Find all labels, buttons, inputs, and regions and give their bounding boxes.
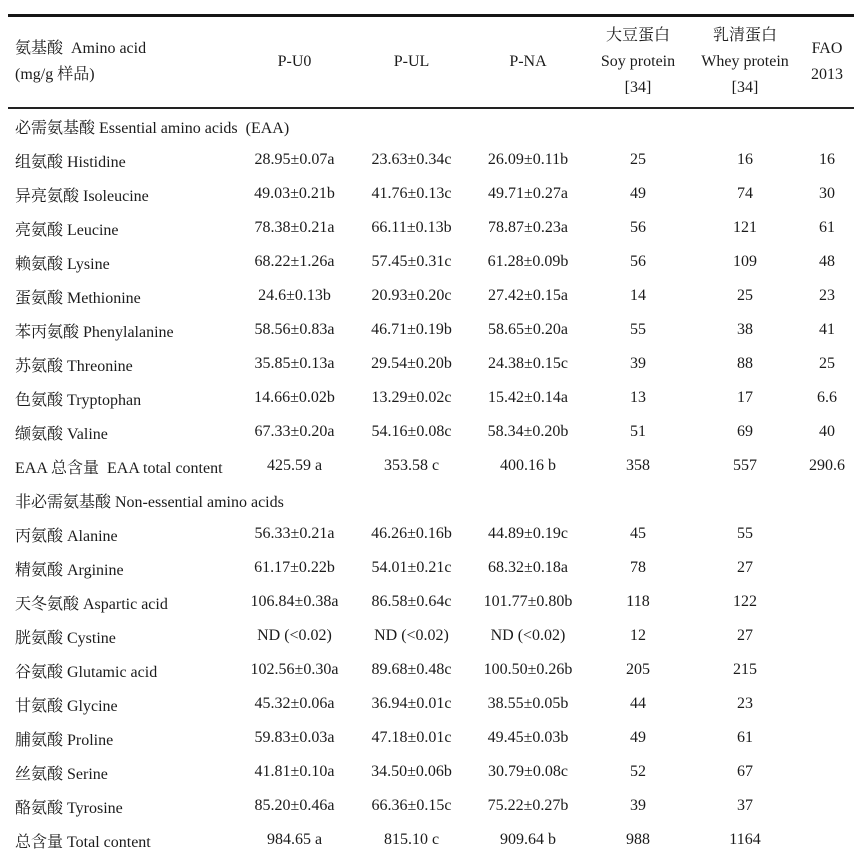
cell-soy: 44 [630, 695, 646, 712]
cell-pul: 46.26±0.16b [371, 525, 452, 542]
cell-fao: 25 [819, 355, 835, 372]
cell-fao [800, 551, 854, 585]
header-soy-en: Soy protein [600, 53, 676, 70]
cell-pul: 47.18±0.01c [371, 729, 452, 746]
cell-pna: 61.28±0.09b [487, 253, 569, 270]
cell-pu0: 58.56±0.83a [254, 321, 335, 338]
cell-fao [800, 721, 854, 755]
table-row [8, 823, 854, 857]
cell-pu0: 24.6±0.13b [258, 287, 331, 304]
cell-pul: 66.11±0.13b [371, 219, 452, 236]
cell-pna: 44.89±0.19c [488, 525, 568, 542]
table-row [8, 245, 854, 279]
cell-amino-acid: 谷氨酸 Glutamic acid [15, 663, 158, 681]
cell-pul: 353.58 c [383, 457, 440, 474]
cell-pu0: 49.03±0.21b [254, 185, 335, 202]
cell-amino-acid: 赖氨酸 Lysine [15, 255, 110, 273]
header-whey-protein [690, 16, 800, 109]
cell-fao [800, 755, 854, 789]
cell-pu0: 78.38±0.21a [254, 219, 335, 236]
cell-amino-acid: EAA 总含量 EAA total content [15, 459, 223, 477]
cell-soy: 13 [630, 389, 646, 406]
cell-fao: 41 [819, 321, 835, 338]
table-row [8, 755, 854, 789]
cell-whey: 122 [733, 593, 757, 610]
table-row [8, 653, 854, 687]
header-row [8, 16, 854, 109]
table-row [8, 313, 854, 347]
table-body [8, 108, 854, 857]
section-row [8, 108, 854, 143]
cell-pna: 909.64 b [500, 831, 556, 848]
cell-pul: 815.10 c [383, 831, 440, 848]
table-row [8, 177, 854, 211]
cell-pu0: 45.32±0.06a [254, 695, 335, 712]
cell-pna: 78.87±0.23a [488, 219, 568, 236]
cell-pul: 36.94±0.01c [371, 695, 452, 712]
cell-whey: 27 [737, 559, 753, 576]
cell-pu0: 67.33±0.20a [254, 423, 335, 440]
cell-amino-acid: 苏氨酸 Threonine [15, 357, 133, 375]
header-pul: P-UL [393, 53, 430, 70]
table-row [8, 143, 854, 177]
cell-fao [800, 653, 854, 687]
table-row [8, 517, 854, 551]
cell-pu0: 102.56±0.30a [250, 661, 339, 678]
cell-fao: 6.6 [817, 389, 837, 406]
cell-soy: 78 [630, 559, 646, 576]
cell-soy: 205 [626, 661, 650, 678]
cell-whey: 25 [737, 287, 753, 304]
cell-pul: ND (<0.02) [374, 627, 449, 644]
cell-pna: 49.71±0.27a [488, 185, 568, 202]
cell-whey: 17 [737, 389, 753, 406]
header-amino-acid-line1: 氨基酸 Amino acid [15, 40, 147, 57]
header-fao-line1: FAO [811, 40, 843, 57]
cell-pna: 58.34±0.20b [487, 423, 569, 440]
cell-amino-acid: 蛋氨酸 Methionine [15, 289, 141, 307]
cell-pna: 15.42±0.14a [488, 389, 568, 406]
amino-acid-table [8, 14, 854, 857]
cell-fao: 48 [819, 253, 835, 270]
cell-soy: 56 [630, 219, 646, 236]
cell-pu0: 14.66±0.02b [254, 389, 335, 406]
cell-whey: 121 [733, 219, 757, 236]
table-row [8, 211, 854, 245]
table-row [8, 347, 854, 381]
cell-amino-acid: 甘氨酸 Glycine [15, 697, 118, 715]
cell-pul: 66.36±0.15c [371, 797, 452, 814]
cell-whey: 67 [737, 763, 753, 780]
section-label: 必需氨基酸 Essential amino acids (EAA) [15, 119, 290, 137]
header-soy-protein [586, 16, 690, 109]
table-row [8, 687, 854, 721]
cell-amino-acid: 异亮氨酸 Isoleucine [15, 187, 149, 205]
cell-pul: 23.63±0.34c [371, 151, 452, 168]
cell-pna: 24.38±0.15c [488, 355, 568, 372]
header-soy-cn: 大豆蛋白 [605, 27, 670, 44]
cell-pu0: 41.81±0.10a [254, 763, 335, 780]
cell-soy: 52 [630, 763, 646, 780]
cell-soy: 51 [630, 423, 646, 440]
cell-whey: 23 [737, 695, 753, 712]
cell-pna: 101.77±0.80b [483, 593, 573, 610]
cell-fao: 30 [819, 185, 835, 202]
cell-fao [800, 687, 854, 721]
cell-pul: 20.93±0.20c [371, 287, 452, 304]
section-label: 非必需氨基酸 Non-essential amino acids [15, 493, 284, 511]
cell-amino-acid: 丝氨酸 Serine [15, 765, 108, 783]
table-header [8, 16, 854, 109]
cell-soy: 988 [626, 831, 650, 848]
cell-amino-acid: 酪氨酸 Tyrosine [15, 799, 123, 817]
cell-whey: 55 [737, 525, 753, 542]
table-row [8, 789, 854, 823]
cell-soy: 358 [626, 457, 650, 474]
cell-amino-acid: 天冬氨酸 Aspartic acid [15, 595, 168, 613]
header-whey-cn: 乳清蛋白 [712, 27, 777, 44]
cell-pu0: 28.95±0.07a [254, 151, 335, 168]
table-row [8, 551, 854, 585]
cell-pna: 400.16 b [500, 457, 556, 474]
cell-pna: 58.65±0.20a [488, 321, 568, 338]
cell-pul: 46.71±0.19b [371, 321, 452, 338]
cell-whey: 16 [737, 151, 753, 168]
cell-fao [800, 517, 854, 551]
cell-amino-acid: 精氨酸 Arginine [15, 561, 124, 579]
table-row [8, 279, 854, 313]
cell-fao [800, 823, 854, 857]
cell-pna: 30.79±0.08c [488, 763, 568, 780]
header-pna: P-NA [509, 53, 547, 70]
cell-pul: 57.45±0.31c [371, 253, 452, 270]
cell-pu0: 984.65 a [266, 831, 323, 848]
cell-whey: 1164 [729, 831, 761, 848]
cell-pna: 100.50±0.26b [483, 661, 573, 678]
cell-pul: 54.16±0.08c [371, 423, 452, 440]
cell-pul: 29.54±0.20b [371, 355, 452, 372]
cell-amino-acid: 色氨酸 Tryptophan [15, 391, 142, 409]
cell-whey: 557 [733, 457, 757, 474]
cell-pna: 68.32±0.18a [488, 559, 568, 576]
header-whey-ref: [34] [731, 79, 759, 96]
cell-fao: 61 [819, 219, 835, 236]
cell-whey: 27 [737, 627, 753, 644]
cell-soy: 39 [630, 797, 646, 814]
cell-fao [800, 585, 854, 619]
cell-fao [800, 619, 854, 653]
cell-pu0: 56.33±0.21a [254, 525, 335, 542]
cell-whey: 38 [737, 321, 753, 338]
cell-pu0: ND (<0.02) [257, 627, 332, 644]
cell-soy: 45 [630, 525, 646, 542]
cell-whey: 215 [733, 661, 757, 678]
cell-soy: 49 [630, 729, 646, 746]
cell-soy: 14 [630, 287, 646, 304]
cell-amino-acid: 胱氨酸 Cystine [15, 629, 116, 647]
cell-soy: 118 [626, 593, 650, 610]
table-row [8, 415, 854, 449]
cell-amino-acid: 组氨酸 Histidine [15, 153, 126, 171]
cell-fao [800, 789, 854, 823]
cell-soy: 39 [630, 355, 646, 372]
cell-amino-acid: 苯丙氨酸 Phenylalanine [15, 323, 174, 341]
cell-soy: 12 [630, 627, 646, 644]
cell-pna: 49.45±0.03b [487, 729, 569, 746]
cell-soy: 56 [630, 253, 646, 270]
header-amino-acid [8, 16, 236, 109]
cell-pu0: 35.85±0.13a [254, 355, 335, 372]
cell-pna: 27.42±0.15a [488, 287, 568, 304]
cell-amino-acid: 丙氨酸 Alanine [15, 527, 118, 545]
cell-pna: ND (<0.02) [490, 627, 566, 644]
table-row [8, 585, 854, 619]
cell-soy: 49 [630, 185, 646, 202]
cell-whey: 69 [737, 423, 753, 440]
table-row [8, 449, 854, 483]
header-fao-line2: 2013 [811, 66, 843, 83]
cell-pu0: 59.83±0.03a [254, 729, 335, 746]
cell-pu0: 68.22±1.26a [254, 253, 335, 270]
cell-fao: 290.6 [809, 457, 845, 474]
header-pu0: P-U0 [277, 53, 312, 70]
cell-amino-acid: 脯氨酸 Proline [15, 731, 114, 749]
cell-fao: 40 [819, 423, 835, 440]
header-whey-en: Whey protein [701, 53, 789, 70]
header-amino-acid-line2: (mg/g 样品) [15, 66, 95, 83]
cell-pu0: 425.59 a [266, 457, 323, 474]
cell-whey: 109 [733, 253, 757, 270]
cell-pu0: 61.17±0.22b [254, 559, 335, 576]
cell-fao: 16 [819, 151, 835, 168]
cell-pul: 54.01±0.21c [371, 559, 452, 576]
cell-amino-acid: 缬氨酸 Valine [15, 425, 108, 443]
cell-pu0: 106.84±0.38a [250, 593, 339, 610]
cell-pna: 26.09±0.11b [487, 151, 569, 168]
cell-whey: 88 [737, 355, 753, 372]
cell-amino-acid: 亮氨酸 Leucine [15, 221, 119, 239]
cell-whey: 37 [737, 797, 753, 814]
cell-pul: 34.50±0.06b [371, 763, 452, 780]
cell-pna: 38.55±0.05b [487, 695, 569, 712]
cell-pul: 41.76±0.13c [371, 185, 452, 202]
cell-pul: 89.68±0.48c [371, 661, 452, 678]
table-row [8, 619, 854, 653]
cell-whey: 61 [737, 729, 753, 746]
cell-soy: 55 [630, 321, 646, 338]
cell-amino-acid: 总含量 Total content [15, 833, 151, 851]
cell-pu0: 85.20±0.46a [254, 797, 335, 814]
cell-soy: 25 [630, 151, 646, 168]
cell-pna: 75.22±0.27b [487, 797, 569, 814]
header-fao [800, 16, 854, 109]
cell-whey: 74 [737, 185, 753, 202]
table-row [8, 381, 854, 415]
header-soy-ref: [34] [624, 79, 652, 96]
table-row [8, 721, 854, 755]
cell-pul: 86.58±0.64c [371, 593, 452, 610]
cell-fao: 23 [819, 287, 835, 304]
cell-pul: 13.29±0.02c [371, 389, 452, 406]
section-row [8, 483, 854, 517]
